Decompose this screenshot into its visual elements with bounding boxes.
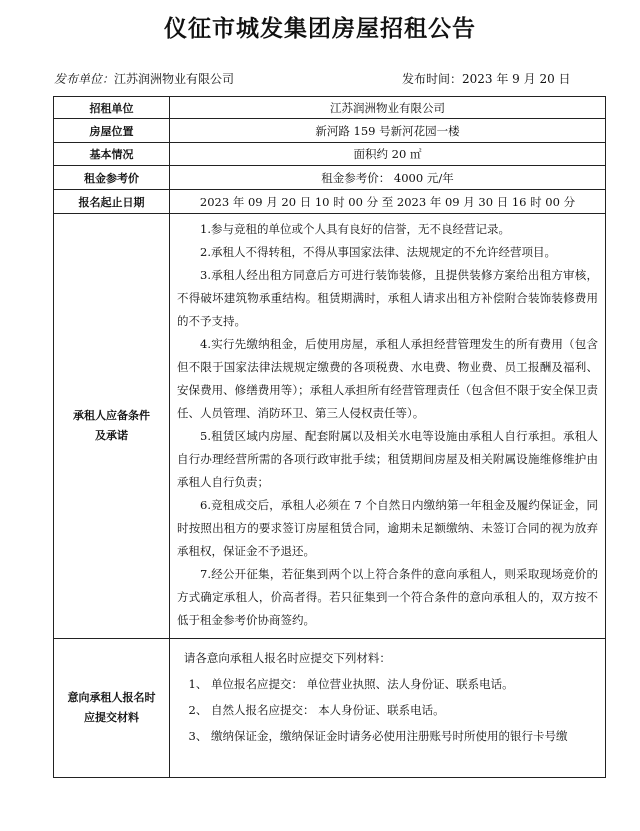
materials-key-line1: 意向承租人报名时 (67, 691, 156, 704)
row-key: 租金参考价 (54, 166, 170, 190)
row-value: 新河路 159 号新河花园一楼 (170, 119, 606, 143)
row-key: 招租单位 (54, 97, 170, 119)
row-value: 面积约 20 ㎡ (170, 143, 606, 166)
material-item: 2、 自然人报名应提交： 本人身份证、联系电话。 (188, 703, 445, 717)
materials-intro: 请各意向承租人报名时应提交下列材料： (183, 651, 391, 665)
conditions-key (54, 214, 170, 639)
notice-table (53, 96, 606, 778)
table-row (54, 190, 606, 214)
materials-key (54, 639, 170, 778)
row-key: 房屋位置 (54, 119, 170, 143)
conditions-key-line2: 及承诺 (95, 429, 128, 442)
material-item: 1、 单位报名应提交： 单位营业执照、法人身份证、联系电话。 (188, 677, 514, 691)
publisher-line (54, 70, 234, 87)
date-value: 2023 年 9 月 20 日 (462, 72, 571, 86)
publisher-value: 江苏润洲物业有限公司 (114, 72, 235, 86)
condition-item: 5.租赁区域内房屋、配套附属以及相关水电等设施由承租人自行承担。承租人自行办理经营所需的各项行政审批手续；租赁期间房屋及相关附属设施维修维护由承租人自行负责； (177, 429, 598, 489)
row-value: 江苏润洲物业有限公司 (170, 97, 606, 119)
condition-item: 7.经公开征集，若征集到两个以上符合条件的意向承租人，则采取现场竞价的方式确定承租人，价高者得。若只征集到一个符合条件的意向承租人的，双方按不低于租金参考价协商签约。 (177, 567, 598, 627)
row-key: 基本情况 (54, 143, 170, 166)
publisher-label: 发布单位： (54, 72, 115, 86)
condition-item: 6.竞租成交后，承租人必须在 7 个自然日内缴纳第一年租金及履约保证金，同时按照出租方的要求签订房屋租赁合同，逾期未足额缴纳、未签订合同的视为放弃承租权，保证金不予退还。 (177, 498, 598, 558)
condition-item: 4.实行先缴纳租金，后使用房屋，承租人承担经营管理发生的所有费用（包含但不限于国家法律法规规定缴费的各项税费、水电费、物业费、员工报酬及福利、安保费用、修缮费用等）；承租人承担所有经营管理责任（包含但不限于安全保卫责任、人员管理、消防环卫、第三人侵权责任等）。 (177, 337, 598, 420)
conditions-row (54, 214, 606, 639)
date-line (402, 70, 571, 87)
table-row (54, 119, 606, 143)
row-value: 租金参考价： 4000 元/年 (170, 166, 606, 190)
table-row (54, 143, 606, 166)
condition-item: 3.承租人经出租方同意后方可进行装饰装修，且提供装修方案给出租方审核，不得破坏建筑物承重结构。租赁期满时，承租人请求出租方补偿附合装饰装修费用的不予支持。 (177, 268, 598, 328)
material-item: 3、 缴纳保证金，缴纳保证金时请务必使用注册账号时所使用的银行卡号缴 (188, 729, 568, 743)
materials-row (54, 639, 606, 778)
row-key: 报名起止日期 (54, 190, 170, 214)
page-title: 仪征市城发集团房屋招租公告 (164, 15, 476, 42)
conditions-key-line1: 承租人应备条件 (73, 409, 150, 422)
condition-item: 2.承租人不得转租，不得从事国家法律、法规规定的不允许经营项目。 (200, 245, 556, 259)
date-label: 发布时间： (402, 72, 463, 86)
condition-item: 1.参与竞租的单位或个人具有良好的信誉，无不良经营记录。 (200, 222, 510, 236)
materials-key-line2: 应提交材料 (84, 711, 139, 724)
row-value: 2023 年 09 月 20 日 10 时 00 分 至 2023 年 09 月 30 日 16 时 00 分 (170, 190, 606, 214)
table-row (54, 97, 606, 119)
conditions-body (170, 214, 606, 639)
table-row (54, 166, 606, 190)
materials-body (170, 639, 606, 778)
